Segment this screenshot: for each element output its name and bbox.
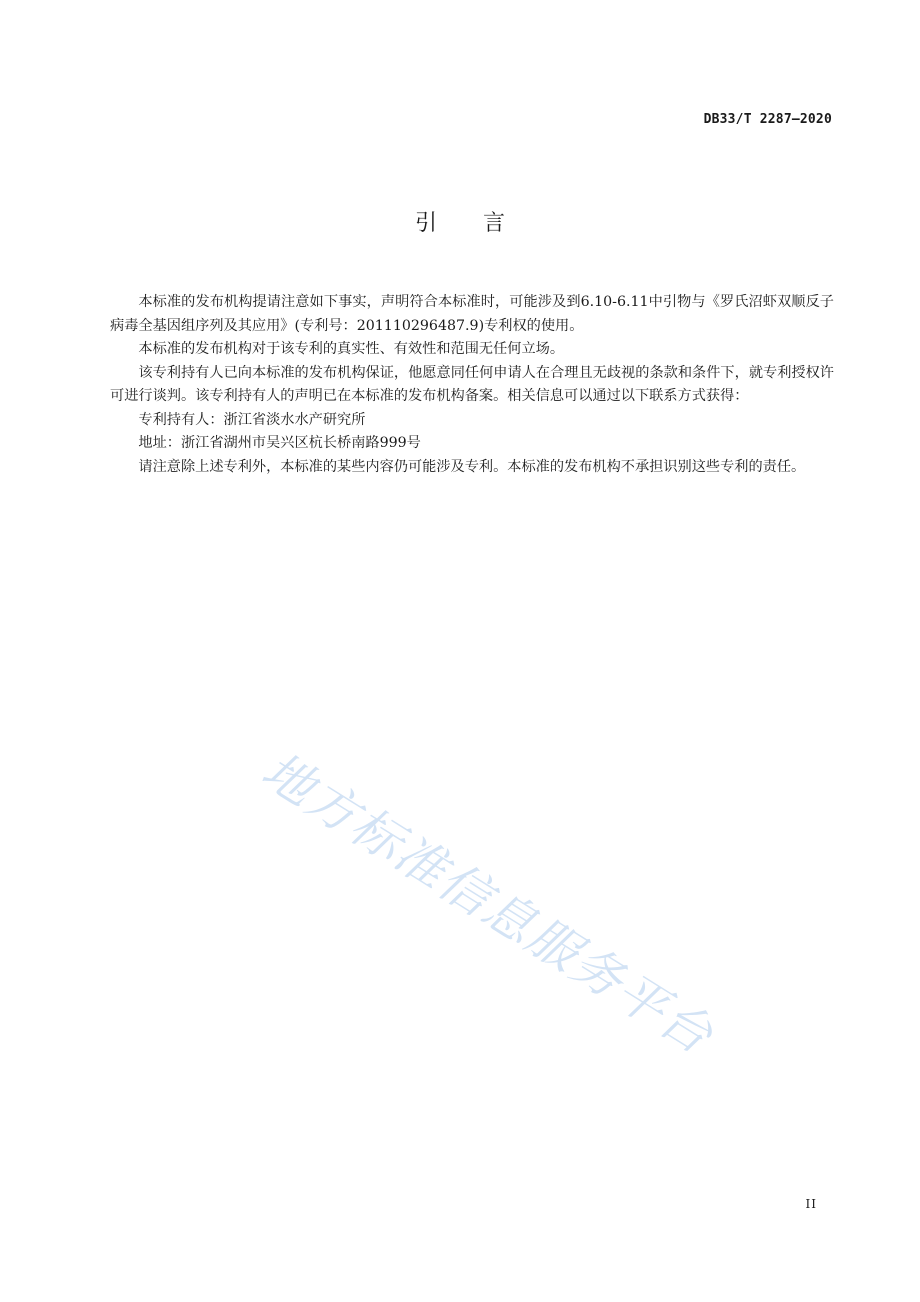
body-text <box>110 291 834 479</box>
page-title <box>0 206 920 237</box>
document-code: DB33/T 2287—2020 <box>703 112 832 127</box>
paragraph-licensing: 该专利持有人已向本标准的发布机构保证，他愿意同任何申请人在合理且无歧视的条款和条件下，就专利授权许可进行谈判。该专利持有人的声明已在本标准的发布机构备案。相关信息可以通过以下联系方式获得： <box>110 364 834 404</box>
paragraph-disclaimer: 请注意除上述专利外，本标准的某些内容仍可能涉及专利。本标准的发布机构不承担识别这些专利的责任。 <box>138 458 806 475</box>
page-number: II <box>805 1197 817 1211</box>
paragraph-patent-notice: 本标准的发布机构提请注意如下事实，声明符合本标准时，可能涉及到6.10-6.11中引物与《罗氏沼虾双顺反子病毒全基因组序列及其应用》(专利号：201110296487.9)专利权的使用。 <box>110 294 834 334</box>
paragraph-patent-holder: 专利持有人：浙江省淡水水产研究所 <box>138 411 366 428</box>
title-char-2: 言 <box>483 211 506 236</box>
paragraph-address: 地址：浙江省湖州市吴兴区杭长桥南路999号 <box>138 435 421 451</box>
watermark: 地方标准信息服务平台 <box>252 741 724 1066</box>
title-char-1: 引 <box>414 211 437 236</box>
paragraph-no-position: 本标准的发布机构对于该专利的真实性、有效性和范围无任何立场。 <box>138 341 565 357</box>
